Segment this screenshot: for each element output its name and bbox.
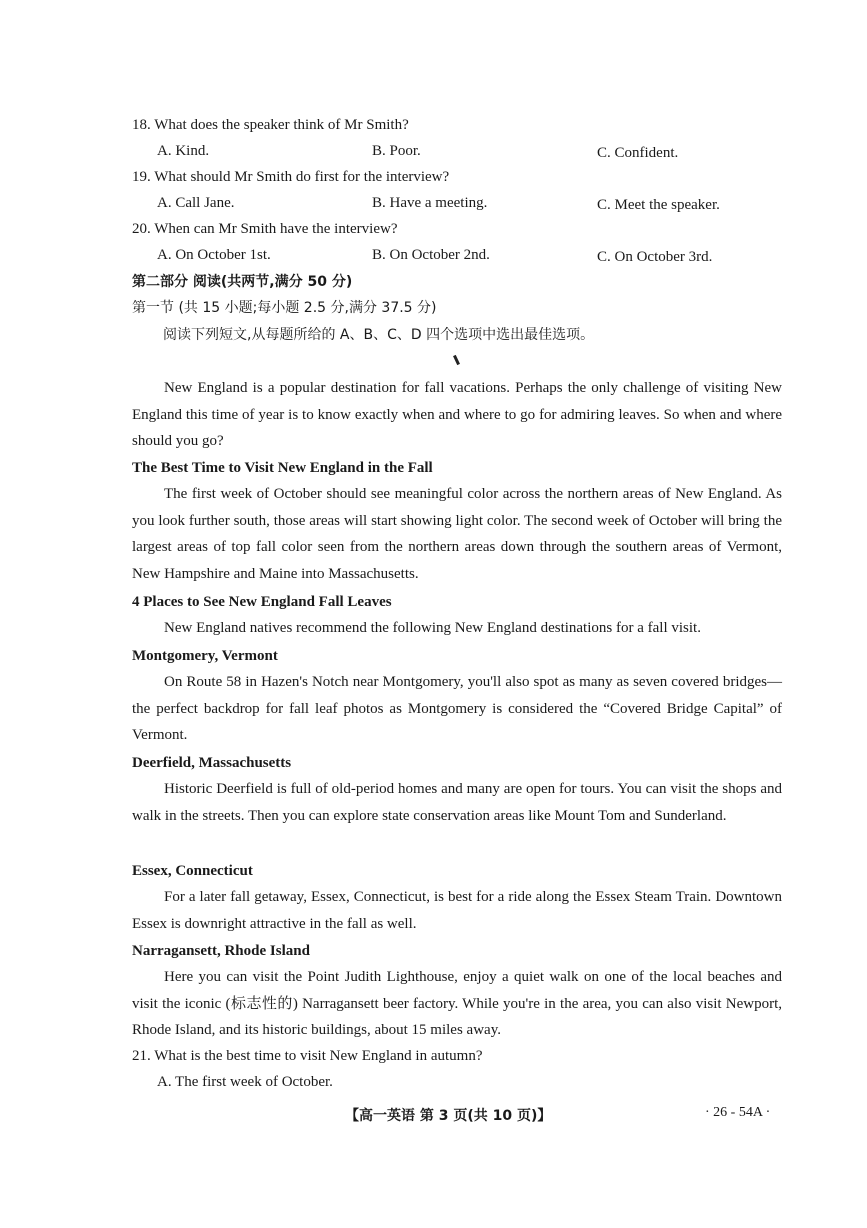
question-20-option-a: A. On October 1st. (157, 247, 271, 263)
question-19-option-a: A. Call Jane. (157, 195, 235, 211)
place-deerfield-text: Historic Deerfield is full of old-period homes and many are open for tours. You can visit the shops and walk in the streets. Then you can explore state conservation areas like Mount Tom and Sunderland. (132, 781, 782, 824)
question-20-option-c: C. On October 3rd. (597, 249, 713, 265)
paper-code: · 26 - 54A · (705, 1105, 771, 1120)
place-montgomery-title: Montgomery, Vermont (132, 648, 278, 664)
place-deerfield-title: Deerfield, Massachusetts (132, 755, 292, 771)
passage-four-places: New England natives recommend the following New England destinations for a fall visit. (164, 620, 701, 636)
question-19-option-b: B. Have a meeting. (372, 195, 488, 211)
page-footer: 【高一英语 第 3 页(共 10 页)】 (345, 1108, 552, 1124)
stray-pen-mark (453, 355, 460, 365)
heading-four-places: 4 Places to See New England Fall Leaves (132, 594, 392, 610)
place-essex-text: For a later fall getaway, Essex, Connecticut, is best for a ride along the Essex Steam Train. Downtown Essex is downright attractive in the fall as well. (132, 889, 782, 932)
question-20-stem: 20. When can Mr Smith have the interview? (132, 221, 398, 237)
question-18-option-b: B. Poor. (372, 143, 421, 159)
question-19-stem: 19. What should Mr Smith do first for the interview? (132, 169, 450, 185)
question-18-option-c: C. Confident. (597, 145, 679, 161)
question-19-option-c: C. Meet the speaker. (597, 197, 720, 213)
question-21-stem: 21. What is the best time to visit New England in autumn? (132, 1048, 483, 1064)
section-title: 第一节 (共 15 小题;每小题 2.5 分,满分 37.5 分) (132, 300, 437, 316)
place-essex-title: Essex, Connecticut (132, 863, 253, 879)
place-montgomery-text: On Route 58 in Hazen's Notch near Montgomery, you'll also spot as many as seven covered bridges—the perfect backdrop for fall leaf photos as Montgomery is considered the “Covered Bridge Capital” of Vermont. (132, 674, 782, 744)
question-18-option-a: A. Kind. (157, 143, 210, 159)
question-21-option-a: A. The first week of October. (157, 1074, 333, 1090)
passage-intro: New England is a popular destination for fall vacations. Perhaps the only challenge of visiting New England this time of year is to know exactly when and where to go for admiring leaves. So when and where should you go? (132, 380, 782, 450)
place-narragansett-text: Here you can visit the Point Judith Lighthouse, enjoy a quiet walk on one of the local beaches and visit the iconic (标志性的) Narragansett beer factory. While you're in the area, you can also visit Newport, Rhode Island, and its historic buildings, about 15 miles away. (132, 969, 782, 1039)
question-20-option-b: B. On October 2nd. (372, 247, 490, 263)
place-narragansett-title: Narragansett, Rhode Island (132, 943, 310, 959)
question-18-stem: 18. What does the speaker think of Mr Smith? (132, 117, 409, 133)
heading-best-time: The Best Time to Visit New England in the Fall (132, 460, 433, 476)
part-title: 第二部分 阅读(共两节,满分 50 分) (132, 274, 353, 290)
passage-best-time: The first week of October should see meaningful color across the northern areas of New England. As you look further south, those areas will start showing light color. The second week of October will bring the largest areas of top fall color seen from the northern areas down through the southern areas of Vermont, New Hampshire and Maine into Massachusetts. (132, 486, 782, 583)
instruction: 阅读下列短文,从每题所给的 A、B、C、D 四个选项中选出最佳选项。 (163, 327, 595, 343)
